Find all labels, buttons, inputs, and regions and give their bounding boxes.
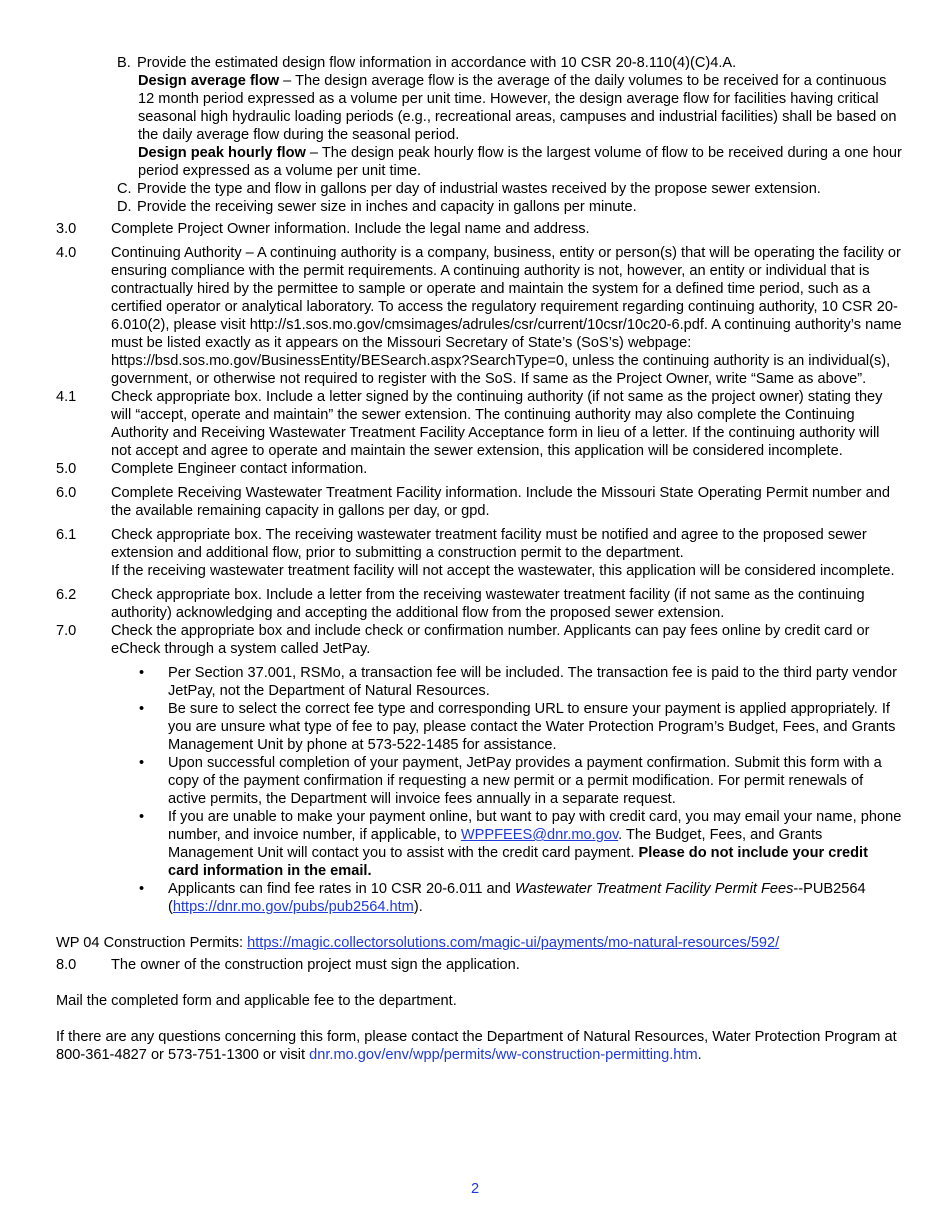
design-average-flow-text: – The design average flow is the average of the daily volumes to be received for a continuous 12 month period expressed as a volume per unit time. However, the design average flow for facilities having critical seasonal high hydraulic loading periods (e.g., recreational areas, campuses and industrial facilities) shall be based on the daily average flow during the seasonal period.: [138, 73, 897, 143]
item-6-1: [56, 526, 902, 580]
item-number: 4.1: [56, 389, 77, 405]
subitem-text: Provide the receiving sewer size in inches and capacity in gallons per minute.: [137, 199, 637, 215]
list-item: [112, 700, 902, 754]
design-average-flow-label: Design average flow: [138, 73, 280, 89]
item-4-0: [56, 244, 902, 388]
design-peak-hourly-flow-text: – The design peak hourly flow is the largest volume of flow to be received during a one hour period expressed as a volume per unit time.: [138, 145, 902, 179]
wp04-label: WP 04 Construction Permits:: [56, 935, 248, 951]
bullet-text-part: --PUB2564 (: [168, 881, 866, 915]
mail-instructions: Mail the completed form and applicable fee to the department.: [56, 993, 457, 1009]
bullet-icon: •: [139, 881, 145, 897]
item-number: 3.0: [56, 221, 77, 237]
wp04-payment-link[interactable]: https://magic.collectorsolutions.com/magic-ui/payments/mo-natural-resources/592/: [247, 935, 780, 951]
item-text-2: If the receiving wastewater treatment facility will not accept the wastewater, this application will be considered incomplete.: [111, 563, 895, 579]
subitem-letter: D.: [117, 199, 132, 215]
page-number: 2: [470, 1181, 480, 1197]
bullet-text: [168, 880, 902, 916]
item-number: 7.0: [56, 623, 77, 639]
design-peak-hourly-flow-label: Design peak hourly flow: [138, 145, 306, 161]
item-text: Complete Engineer contact information.: [111, 461, 368, 477]
item-text: Check the appropriate box and include check or confirmation number. Applicants can pay fees online by credit card or eCheck through a system called JetPay.: [111, 623, 870, 657]
item-body: [111, 526, 902, 580]
questions-text: If there are any questions concerning this form, please contact the Department of Natural Resources, Water Protection Program at 800-361-4827 or 573-751-1300 or visit: [56, 1029, 897, 1063]
design-peak-hourly-flow: [138, 144, 902, 180]
item-5-0: [56, 460, 902, 478]
item-text: Complete Receiving Wastewater Treatment Facility information. Include the Missouri State Operating Permit number and the available remaining capacity in gallons per day, or gpd.: [111, 485, 890, 519]
construction-permitting-link[interactable]: dnr.mo.gov/env/wpp/permits/ww-construction-permitting.htm: [309, 1047, 698, 1063]
publication-title: Wastewater Treatment Facility Permit Fees: [514, 881, 794, 897]
list-item: [112, 880, 902, 916]
subitem-d: [117, 198, 902, 216]
item-text: The owner of the construction project must sign the application.: [111, 957, 520, 973]
questions-end: .: [697, 1047, 702, 1063]
item-number: 6.2: [56, 587, 77, 603]
item-number: 4.0: [56, 245, 77, 261]
item-number: 6.1: [56, 527, 77, 543]
bullet-bold-warning: Please do not include your credit card information in the email.: [168, 845, 868, 879]
bullet-text-part: ).: [413, 899, 423, 915]
item-text: Check appropriate box. The receiving wastewater treatment facility must be notified and agree to the proposed sewer extension and additional flow, prior to submitting a construction permit to the department.: [111, 527, 867, 561]
bullet-text-part: If you are unable to make your payment online, but want to pay with credit card, you may email your name, phone number, and invoice number, if applicable, to: [168, 809, 902, 843]
page-content: [56, 54, 902, 1064]
bullet-icon: •: [139, 809, 145, 825]
item-text: Continuing Authority – A continuing authority is a company, business, entity or person(s) that will be operating the facility or ensuring compliance with the permit requirements. A continuing authority is not, however, an entity or individual that is contractually hired by the permittee to sample or operate and maintain the system for a defined time period, such as a certified operator or analytical laboratory. To access the regulatory requirement regarding continuing authority, 10 CSR 20-6.010(2), please visit http://s1.sos.mo.gov/cmsimages/adrules/csr/current/10csr/10c20-6.pdf. A continuing authority’s name must be listed exactly as it appears on the Missouri Secretary of State’s (SoS’s) webpage: https://bsd.sos.mo.gov/BusinessEntity/BESearch.aspx?SearchType=0, unless the continuing authority is an individual(s), government, or otherwise not required to register with the SoS. If same as the Project Owner, write “Same as above”.: [111, 245, 902, 387]
item-6-2: [56, 586, 902, 622]
design-average-flow: [138, 72, 902, 144]
subitem-text: Provide the estimated design flow information in accordance with 10 CSR 20-8.110(4)(C)4.A.: [137, 55, 737, 71]
wppfees-email-link[interactable]: WPPFEES@dnr.mo.gov: [460, 827, 619, 843]
item-text: Complete Project Owner information. Include the legal name and address.: [111, 221, 590, 237]
item-number: 5.0: [56, 461, 77, 477]
item-8-0: [56, 956, 902, 974]
bullet-text: Be sure to select the correct fee type and corresponding URL to ensure your payment is applied appropriately. If you are unsure what type of fee to pay, please contact the Water Protection Program’s Budget, Fees, and Grants Management Unit by phone at 573-522-1485 for assistance.: [168, 701, 896, 753]
fee-bullet-list: [112, 664, 902, 916]
item-text: Check appropriate box. Include a letter from the receiving wastewater treatment facility (if not same as the continuing authority) acknowledging and accepting the additional flow from the proposed sewer extension.: [111, 587, 865, 621]
bullet-text: Per Section 37.001, RSMo, a transaction fee will be included. The transaction fee is paid to the third party vendor JetPay, not the Department of Natural Resources.: [168, 665, 898, 699]
list-item: [112, 754, 902, 808]
item-number: 6.0: [56, 485, 77, 501]
item-number: 8.0: [56, 957, 77, 973]
subitem-letter: C.: [117, 181, 132, 197]
bullet-text: Upon successful completion of your payment, JetPay provides a payment confirmation. Submit this form with a copy of the payment confirmation if requesting a new permit or a permit modification. For permit renewals of active permits, the Department will invoice fees annually in a separate request.: [168, 755, 882, 807]
wp04-line: [56, 934, 902, 952]
bullet-text-part: Applicants can find fee rates in 10 CSR 20-6.011 and: [168, 881, 515, 897]
bullet-icon: •: [139, 701, 145, 717]
item-3-0: [56, 220, 902, 238]
list-item: [112, 664, 902, 700]
item-4-1: [56, 388, 902, 460]
bullet-icon: •: [139, 665, 145, 681]
pub2564-link[interactable]: https://dnr.mo.gov/pubs/pub2564.htm: [172, 899, 414, 915]
subitem-letter: B.: [117, 55, 131, 71]
subitem-c: [117, 180, 902, 198]
bullet-text: [168, 808, 902, 880]
bullet-icon: •: [139, 755, 145, 771]
section-2-subitems: [117, 54, 902, 216]
item-6-0: [56, 484, 902, 520]
item-text: Check appropriate box. Include a letter signed by the continuing authority (if not same as the project owner) stating they will “accept, operate and maintain” the sewer extension. The continuing authority may also complete the Continuing Authority and Receiving Wastewater Treatment Facility Acceptance form in lieu of a letter. If the continuing authority will not accept and agree to operate and maintain the sewer extension, this application will be considered incomplete.: [111, 389, 883, 459]
item-7-0: [56, 622, 902, 658]
bullet-text-part: . The Budget, Fees, and Grants Management Unit will contact you to assist with the credit card payment.: [168, 827, 823, 861]
subitem-text: Provide the type and flow in gallons per day of industrial wastes received by the propose sewer extension.: [137, 181, 821, 197]
questions-paragraph: [56, 1028, 902, 1064]
list-item: [112, 808, 902, 880]
subitem-b: [117, 54, 902, 72]
